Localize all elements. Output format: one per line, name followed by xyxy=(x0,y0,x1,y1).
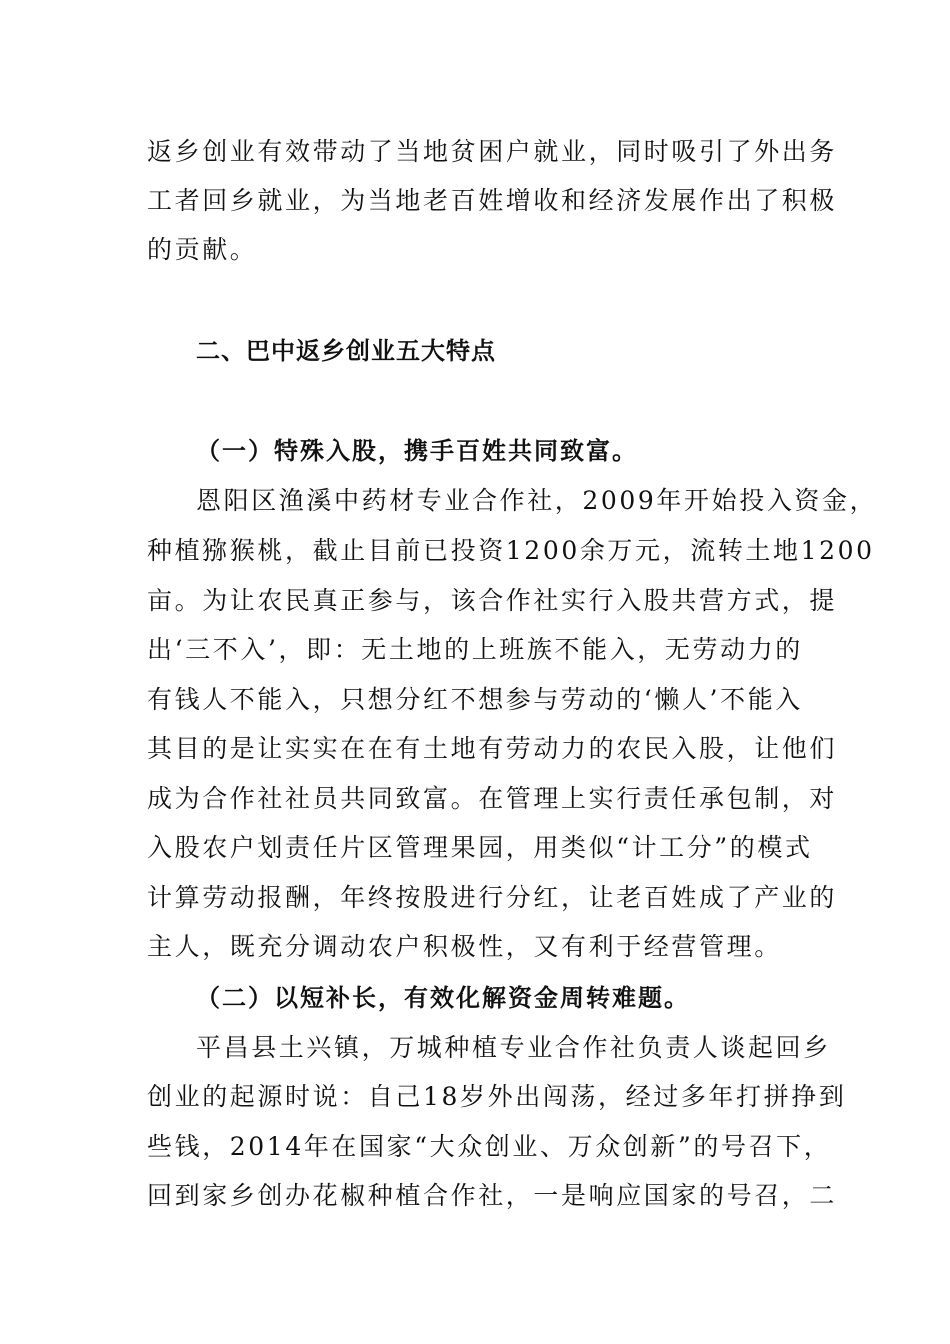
subsection-1-title: （一）特殊入股，携手百姓共同致富。 xyxy=(196,437,638,465)
subsection-1-line-5: 有钱人不能入，只想分红不想参与劳动的‘懒人’不能入 xyxy=(147,685,803,714)
subsection-1-line-10: 主人，既充分调动农户积极性，又有利于经营管理。 xyxy=(147,932,782,961)
subsection-1-line-4: 出‘三不入’，即：无土地的上班族不能入，无劳动力的 xyxy=(147,635,803,664)
subsection-2-line-2: 创业的起源时说：自己18岁外出闯荡，经过多年打拼挣到 xyxy=(147,1082,847,1111)
subsection-1-line-8: 入股农户划责任片区管理果园，用类似“计工分”的模式 xyxy=(147,833,813,862)
subsection-1-line-2: 种植猕猴桃，截止目前已投资1200余万元，流转土地1200 xyxy=(147,536,875,565)
subsection-2-line-1: 平昌县土兴镇，万城种植专业合作社负责人谈起回乡 xyxy=(196,1033,831,1062)
intro-line-3: 的贡献。 xyxy=(147,235,258,264)
intro-line-1: 返乡创业有效带动了当地贫困户就业，同时吸引了外出务 xyxy=(147,137,838,166)
section-title: 二、巴中返乡创业五大特点 xyxy=(196,337,496,365)
subsection-2-line-3: 些钱，2014年在国家“大众创业、万众创新”的号召下， xyxy=(147,1132,832,1161)
subsection-1-line-3: 亩。为让农民真正参与，该合作社实行入股共营方式，提 xyxy=(147,586,838,615)
subsection-1-line-9: 计算劳动报酬，年终按股进行分红，让老百姓成了产业的 xyxy=(147,883,838,912)
subsection-1-line-6: 其目的是让实实在在有土地有劳动力的农民入股，让他们 xyxy=(147,734,838,763)
intro-line-2: 工者回乡就业，为当地老百姓增收和经济发展作出了积极 xyxy=(147,186,838,215)
subsection-2-title: （二）以短补长，有效化解资金周转难题。 xyxy=(196,984,690,1012)
subsection-1-line-1: 恩阳区渔溪中药材专业合作社，2009年开始投入资金， xyxy=(196,486,878,515)
subsection-1-line-7: 成为合作社社员共同致富。在管理上实行责任承包制，对 xyxy=(147,784,838,813)
subsection-2-line-4: 回到家乡创办花椒种植合作社，一是响应国家的号召，二 xyxy=(147,1181,838,1210)
